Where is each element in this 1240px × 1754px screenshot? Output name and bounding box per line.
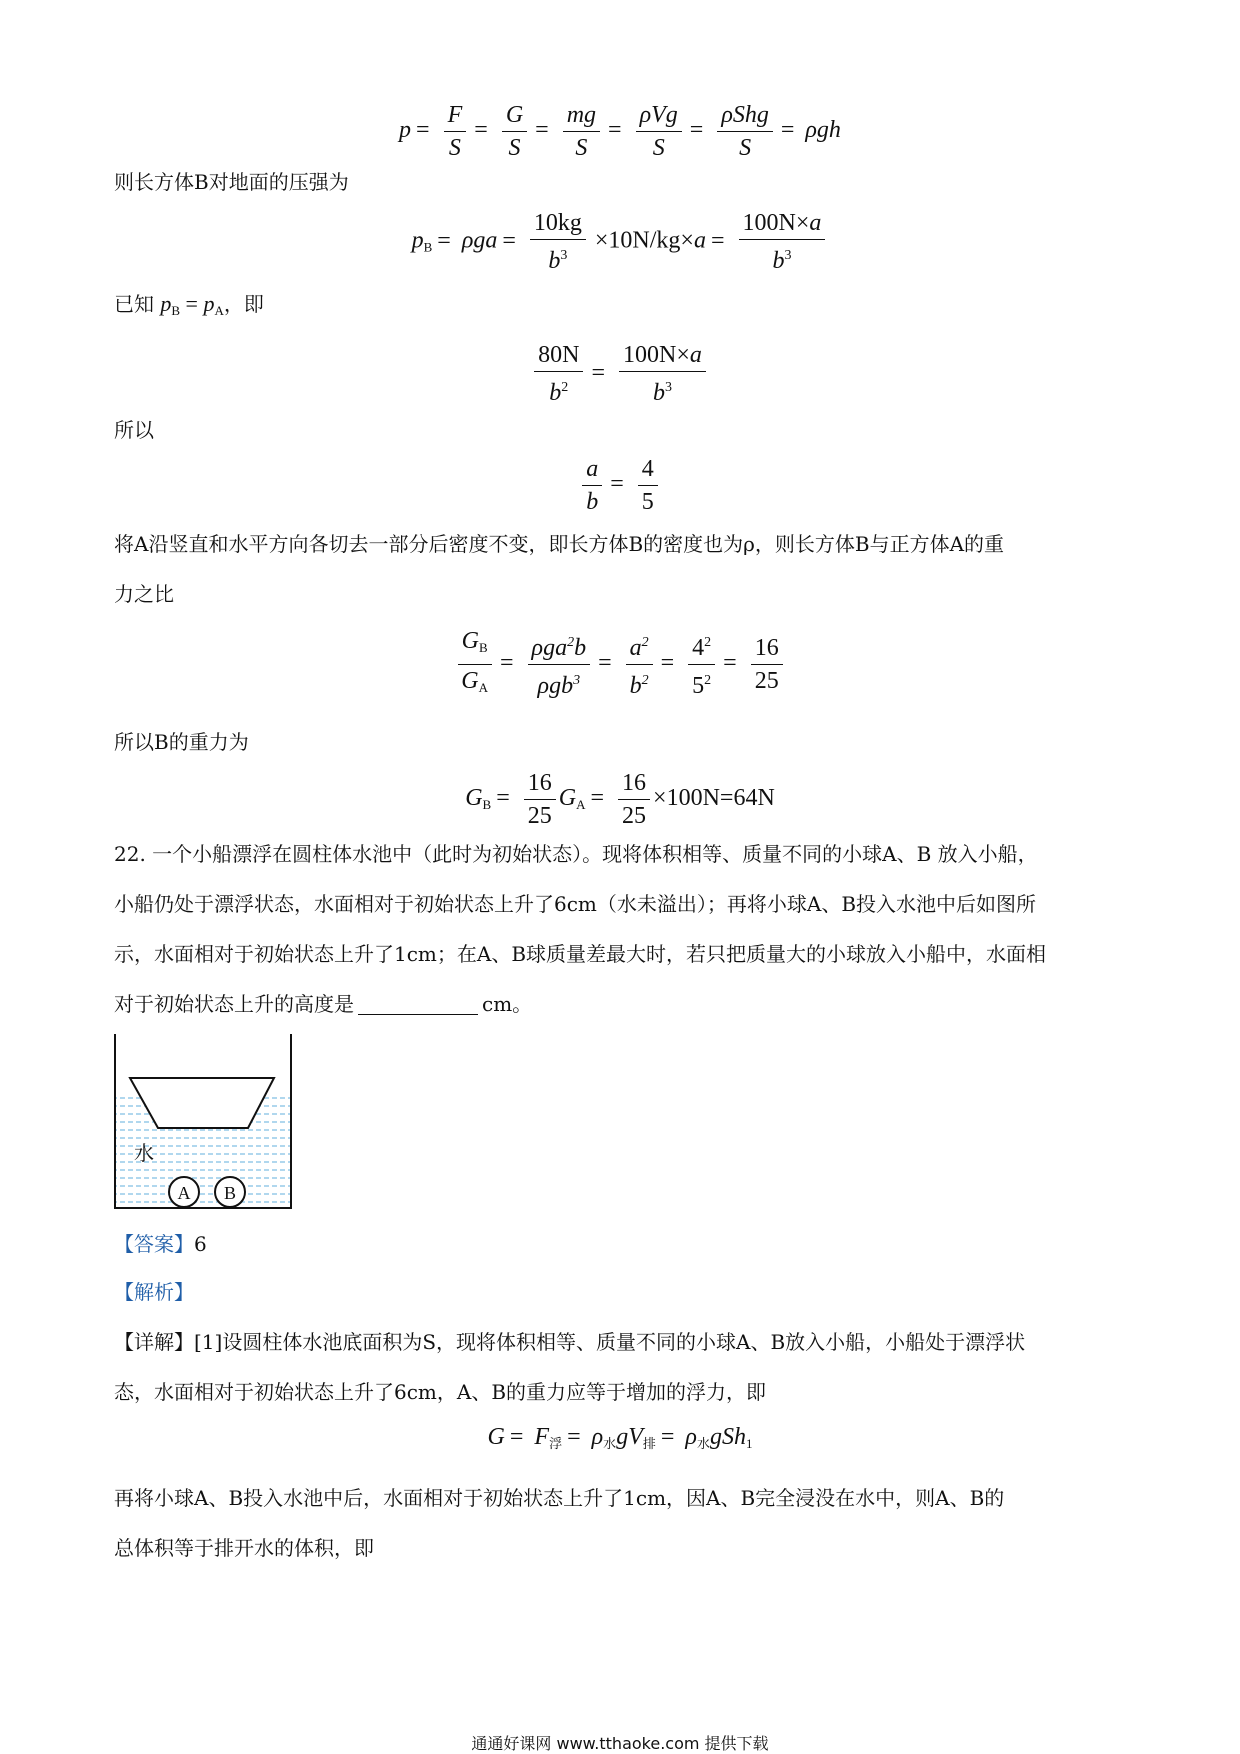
symbol-p: p: [399, 117, 412, 144]
fraction: $\frac{4^2}{5^2}$: [688, 628, 715, 701]
fraction: $\frac{80N}{b^2}$: [534, 340, 583, 408]
fraction: $\frac{a^2}{b^2}$: [626, 628, 653, 701]
water-label: 水: [134, 1141, 154, 1165]
text-line: 力之比: [114, 582, 174, 606]
equation-pB: $p_B = \rho ga$ = $\frac{10kg}{b^3}$ ×10N/kg×a = $\frac{100N\times a}{b^3}$: [0, 208, 1240, 276]
fraction: $\frac{16}{25}$: [618, 768, 650, 831]
detail-line: 【详解】[1]设圆柱体水池底面积为S，现将体积相等、质量不同的小球A、B放入小船，小船处于漂浮状: [114, 1330, 1026, 1354]
ball-a-label: A: [177, 1183, 191, 1203]
text-line: 所以B的重力为: [114, 730, 249, 754]
fraction: $\frac{\text{ρShg}}{S}$: [717, 100, 773, 163]
analysis-tag: 【解析】: [114, 1280, 194, 1304]
equation-weight-ratio: $\frac{G_B}{G_A}$ = $\frac{\rho ga^2b}{\rho gb^3}$ = $\frac{a^2}{b^2}$ = $\frac{4^2}{5^2}$ = $\frac{16}{25}$: [0, 626, 1240, 703]
answer-tag: 【答案】: [114, 1232, 194, 1256]
fraction: $\frac{16}{25}$: [751, 633, 783, 696]
text-line: 所以: [114, 418, 154, 442]
fraction: $\frac{G_B}{G_A}$: [457, 626, 492, 703]
pool-figure: [112, 1030, 296, 1212]
equation-pressure-derivation: p = $\frac{F}{S}$ = $\frac{G}{S}$ = $\frac{mg}{S}$ = $\frac{\text{ρVg}}{S}$ = $\frac{\text{ρShg}}{S}$ = ρgh: [399, 102, 841, 161]
text-line: 则长方体B对地面的压强为: [114, 170, 349, 194]
question-22-line: 22. 一个小船漂浮在圆柱体水池中（此时为初始状态）。现将体积相等、质量不同的小球A、B 放入小船，: [114, 842, 1038, 866]
fraction: $\frac{F}{S}$: [444, 100, 467, 163]
fraction: $\frac{100N\times a}{b^3}$: [739, 208, 826, 276]
fraction: $\frac{mg}{S}$: [563, 100, 600, 163]
fraction: $\frac{G}{S}$: [502, 100, 527, 163]
fraction: $\frac{4}{5}$: [638, 454, 658, 517]
symbol-rhogh: ρgh: [805, 117, 841, 144]
fraction: $\frac{a}{b}$: [582, 454, 602, 517]
fraction: $\frac{16}{25}$: [524, 768, 556, 831]
text-line: 将A沿竖直和水平方向各切去一部分后密度不变，即长方体B的密度也为ρ，则长方体B与正方体A的重: [114, 532, 1005, 556]
fraction: $\frac{\text{ρVg}}{S}$: [636, 100, 682, 163]
fraction: $\frac{\rho ga^2b}{\rho gb^3}$: [528, 628, 591, 701]
equation-ratio: $\frac{80N}{b^2}$ = $\frac{100N\times a}{b^3}$: [0, 340, 1240, 408]
ball-b-label: B: [223, 1183, 237, 1203]
question-22-line: 对于初始状态上升的高度是 cm。: [114, 992, 533, 1016]
text-line: 已知 $p_B = p_A$，即: [114, 291, 264, 318]
text-line: 总体积等于排开水的体积，即: [114, 1536, 374, 1560]
fraction: $\frac{100N\times a}{b^3}$: [619, 340, 706, 408]
detail-tag: 【详解】: [114, 1330, 194, 1354]
page-footer: 通通好课网 www.tthaoke.com 提供下载: [471, 1734, 769, 1753]
fraction: $\frac{10kg}{b^3}$: [530, 208, 586, 276]
answer-value: 6: [194, 1232, 207, 1256]
question-22-line: 示，水面相对于初始状态上升了1cm；在A、B球质量差最大时，若只把质量大的小球放入小船中，水面相: [114, 942, 1047, 966]
text-line: 再将小球A、B投入水池中后，水面相对于初始状态上升了1cm，因A、B完全浸没在水中，则A、B的: [114, 1486, 1005, 1510]
equation-buoyancy: $G = F_浮 = \rho_水gV_排 = \rho_水gSh_1$: [487, 1424, 753, 1452]
question-22-line: 小船仍处于漂浮状态，水面相对于初始状态上升了6cm（水未溢出）；再将小球A、B投入水池中后如图所: [114, 892, 1037, 916]
detail-line: 态，水面相对于初始状态上升了6cm，A、B的重力应等于增加的浮力，即: [114, 1380, 767, 1404]
answer-line: [114, 1232, 207, 1256]
pool-diagram: [112, 1030, 296, 1212]
equation-GB: $G_B$ = $\frac{16}{25}$ $G_A$ = $\frac{16}{25}$ ×100N=64N: [465, 770, 775, 829]
answer-blank: [358, 994, 478, 1015]
equation-a-over-b: $\frac{a}{b}$ = $\frac{4}{5}$: [0, 454, 1240, 517]
